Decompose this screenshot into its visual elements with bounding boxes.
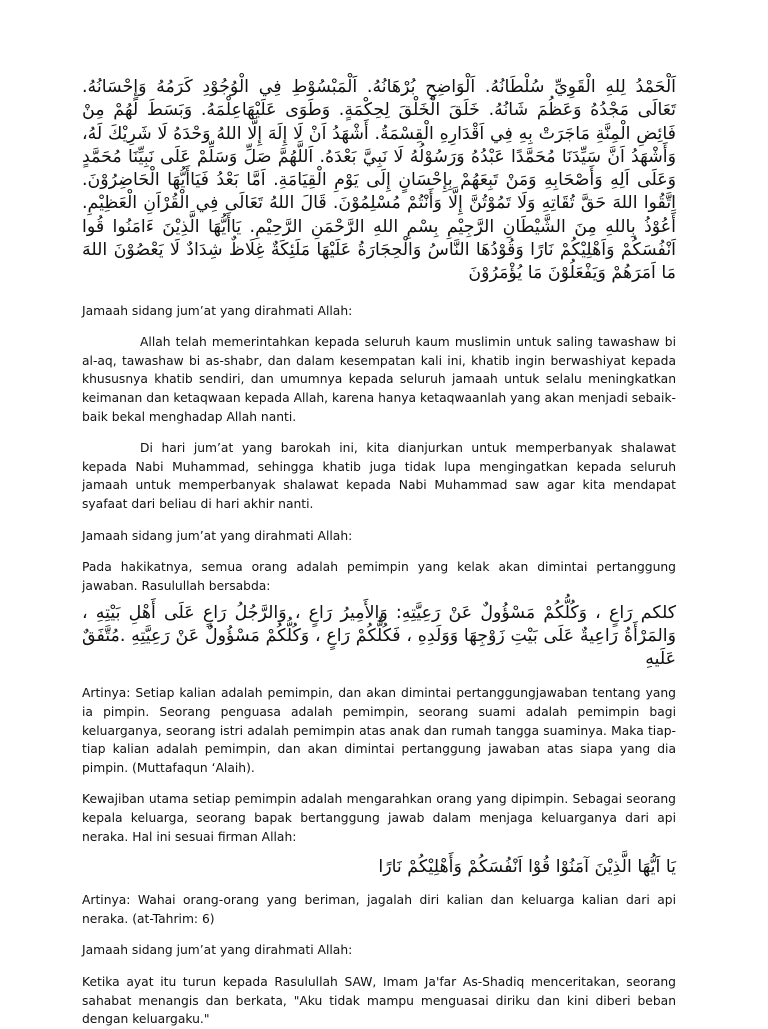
hadith-translation: Artinya: Setiap kalian adalah pemimpin, dan akan dimintai pertanggungjawaban tentang yang ia pimpin. Seorang penguasa adalah pemimpin, seorang suami adalah pemimpin bagi keluarganya, seorang istri adalah pemimpin atas anak dan rumah tangga suaminya. Maka tiap-tiap kalian adalah pemimpin, dan akan dimintai pertanggung jawaban atas siapa yang dia pimpin. (Muttafaqun ‘Alaih). [82,686,676,775]
opening-arabic-text: اَلْحَمْدُ لِلهِ الْقَوِيِّ سُلْطَانُهُ. اَلْوَاضِحِ بُرْهَانُهُ. اَلْمَبْسُوْطِ فِي الْوُجُوْدِ كَرَمُهُ وَإِحْسَانُهُ. تَعَالَى مَجْدُهُ وَعَظُمَ شَانُهُ. خَلَقَ الْخَلْقَ لِحِكْمَةٍ. وَطَوَى عَلَيْهَاعِلْمَهُ. وَبَسَطَ لَهُمْ مِنْ فَائِضِ الْمِنَّةِ مَاجَرَتْ بِهِ فِي اَقْدَارِهِ الْقِسْمَةُ. أَشْهَدُ اَنْ لَا إِلَهَ إِلَّا اللهُ وَحْدَهُ لَا شَرِيْكَ لَهُ، وَأَشْهَدُ اَنَّ سَيِّدَنَا مُحَمَّدًا عَبْدُهُ وَرَسُوْلُهُ لَا نَبِيَّ بَعْدَهُ. اَللَّهُمَّ صَلِّ وَسَلِّمْ عَلَى نَبِيِّنَا مُحَمَّدٍ وَعَلَى اَلِهِ وَأَصْحَابِهِ وَمَنْ تَبِعَهُمْ بِإِحْسَانٍ إِلَى يَوْمِ الْقِيَامَةِ. اَمَّا بَعْدُ فَيَاأَيُّهَا الْحَاضِرُوْنَ. اِتَّقُوا اللهَ حَقَّ تُقَاتِهِ وَلَا تَمُوْتُنَّ إِلَّا وَأَنْتُمْ مُسْلِمُوْنَ. قَالَ اللهُ تَعَالَى فِي الْقُرْاَنِ الْعَظِيْمِ. أَعُوْذُ بِاللهِ مِنَ الشَّيْطَانِ الرَّجِيْمِ بِسْمِ اللهِ الرَّحْمَنِ الرَّحِيْمِ. يَاأَيُّهَا الَّذِيْنَ ءَامَنُوا قُوا اَنْفُسَكُمْ وَاَهْلِيْكُمْ نَارًا وَقُوْدُهَا النَّاسُ وَالْحِجَارَةُ عَلَيْهَا مَلَئِكَةٌ غِلَاظٌ شِدَادٌ لَا يَعْصُوْنَ اللهَ مَا اَمَرَهُمْ وَيَفْعَلُوْنَ مَا يُؤْمَرُوْنَ [82,77,676,284]
paragraph-duty: Kewajiban utama setiap pemimpin adalah mengarahkan orang yang dipimpin. Sebagai seorang kepala keluarga, seorang bapak bertanggung jawab dalam menjaga keluarganya dari api neraka. Hal ini sesuai firman Allah: [82,792,676,844]
congregation-address-1: Jamaah sidang jum’at yang dirahmati Allah: [82,303,353,318]
hadith-arabic-text: كلكم رَاعٍ ، وَكُلُّكُمْ مَسْؤُولٌ عَنْ رَعِيَّتِهِ: وَالأَمِيرُ رَاعٍ ، وَالرَّجُلُ رَاعٍ عَلَى أَهْلِ بَيْتِهِ ، وَالمَرْأَةُ رَاعِيةٌ عَلَى بَيْتِ زَوْجِهَا وَوَلَدِهِ ، فَكُلُّكُمْ رَاعٍ ، وَكُلُّكُمْ مَسْؤُولٌ عَنْ رَعِيَّتِهِ .مُتَّفَقٌ عَلَيهِ [82,603,676,670]
verse-translation: Artinya: Wahai orang-orang yang beriman, jagalah diri kalian dan keluarga kalian dari api neraka. (at-Tahrim: 6) [82,893,676,926]
congregation-address-2: Jamaah sidang jum’at yang dirahmati Allah: [82,528,353,543]
paragraph-taqwa: Allah telah memerintahkan kepada seluruh kaum muslimin untuk saling tawashaw bi al-aq, tawashaw bi as-shabr, dan dalam kesempatan kali ini, khatib ingin berwashiyat kepada khususnya khatib sendiri, dan umumnya kepada seluruh jamaah untuk selalu meningkatkan keimanan dan ketaqwaan kepada Allah, karena hanya ketaqwaanlah yang akan menjadi sebaik-baik bekal menghadap Allah nanti. [82,335,676,424]
sermon-page [82,76,676,1029]
congregation-address-3: Jamaah sidang jum’at yang dirahmati Allah: [82,943,353,958]
paragraph-shalawat: Di hari jum’at yang barokah ini, kita dianjurkan untuk memperbanyak shalawat kepada Nabi Muhammad, sehingga khatib juga tidak lupa mengingatkan kepada seluruh jamaah untuk memperbanyak shalawat kepada Nabi Muhammad saw agar kita mendapat syafaat dari beliau di hari akhir nanti. [82,441,676,512]
paragraph-story: Ketika ayat itu turun kepada Rasulullah SAW, Imam Ja'far As-Shadiq menceritakan, seorang sahabat menangis dan berkata, "Aku tidak mampu menguasai diriku dan kini diberi beban dengan keluargaku." [82,974,676,1027]
verse-arabic-text: يَا اَيُّهَا الَّذِيْنَ آمَنُوْا قُوْا اَنْفُسَكُمْ وَأَهْلِيْكُمْ نَارًا [378,857,676,878]
paragraph-leadership: Pada hakikatnya, semua orang adalah pemimpin yang kelak akan dimintai pertanggung jawaban. Rasulullah bersabda: [82,560,676,593]
